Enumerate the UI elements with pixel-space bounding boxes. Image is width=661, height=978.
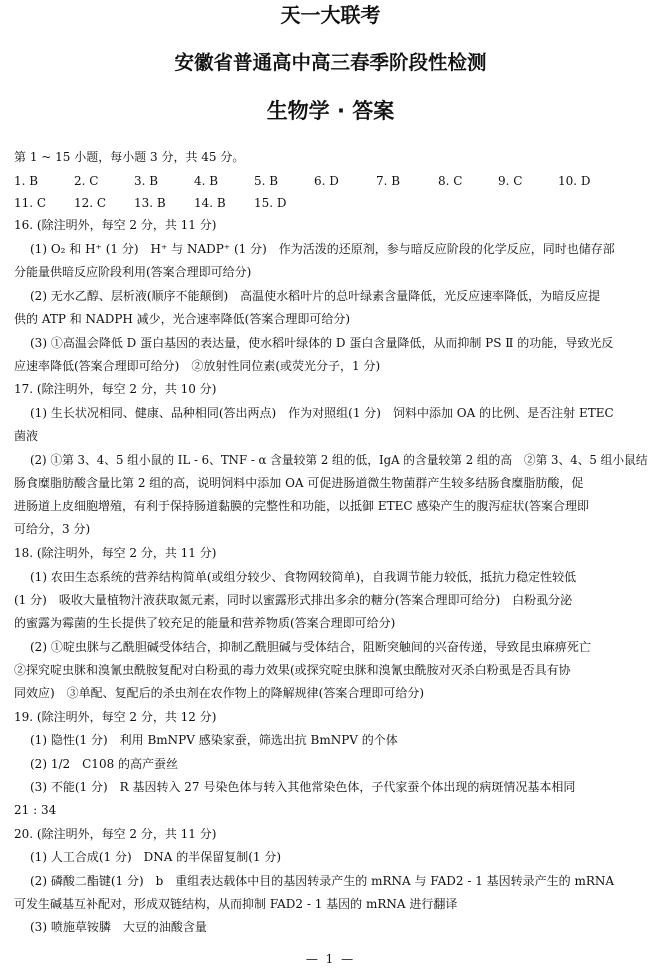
q19-heading: 19. (除注明外，每空 2 分，共 12 分) [14, 710, 217, 724]
answer-item: 10. D [558, 174, 591, 188]
answer-line: (3) 不能(1 分) R 基因转入 27 号染色体与转入其他常染色体，子代家蚕个体出现的病斑情况基本相同 [30, 780, 576, 794]
q16-heading: 16. (除注明外，每空 2 分，共 11 分) [14, 218, 217, 232]
answer-line: (1) 生长状况相同、健康、品种相同(答出两点) 作为对照组(1 分) 饲料中添加 OA 的比例、是否注射 ETEC [30, 406, 614, 420]
answer-row-2 [14, 194, 634, 212]
answer-line: (1) O₂ 和 H⁺ (1 分) H⁺ 与 NADP⁺ (1 分) 作为活泼的还原剂，参与暗反应阶段的化学反应，同时也储存部 [30, 242, 615, 256]
answer-line: (2) 磷酸二酯键(1 分) b 重组表达载体中目的基因转录产生的 mRNA 与 FAD2 - 1 基因转录产生的 mRNA [30, 874, 615, 888]
answer-line: (2) ①第 3、4、5 组小鼠的 IL - 6、TNF - α 含量较第 2 组的低，IgA 的含量较第 2 组的高 ②第 3、4、5 组小鼠结 [30, 453, 648, 467]
answer-line: 进肠道上皮细胞增殖，有利于保持肠道黏膜的完整性和功能，以抵御 ETEC 感染产生的腹泻症状(答案合理即 [14, 499, 590, 513]
answer-item: 11. C [14, 196, 47, 210]
exam-full-title: 安徽省普通高中高三春季阶段性检测 [174, 51, 487, 74]
answer-line: 可给分，3 分) [14, 522, 91, 536]
answer-row-1 [14, 172, 634, 190]
answer-item: 8. C [438, 174, 463, 188]
answer-line: 21 : 34 [14, 803, 57, 817]
answer-line: (2) ①啶虫脒与乙酰胆碱受体结合，抑制乙酰胆碱与受体结合，阻断突触间的兴奋传递，导致昆虫麻痹死亡 [30, 640, 591, 654]
answer-item: 6. D [314, 174, 339, 188]
answer-line: (3) ①高温会降低 D 蛋白基因的表达量，使水稻叶绿体的 D 蛋白含量降低，从而抑制 PS Ⅱ 的功能，导致光反 [30, 336, 614, 350]
answer-item: 9. C [498, 174, 523, 188]
q17-heading: 17. (除注明外，每空 2 分，共 10 分) [14, 382, 217, 396]
answer-item: 15. D [254, 196, 287, 210]
answer-item: 1. B [14, 174, 39, 188]
answer-line: (2) 1/2 C108 的高产蚕丝 [30, 757, 179, 771]
choice-summary: 第 1 ~ 15 小题，每小题 3 分，共 45 分。 [14, 150, 245, 164]
answer-item: 5. B [254, 174, 279, 188]
answer-line: 同效应) ③单配、复配后的杀虫剂在农作物上的降解规律(答案合理即可给分) [14, 686, 425, 700]
answer-item: 14. B [194, 196, 226, 210]
answer-item: 12. C [74, 196, 107, 210]
answer-line: (1) 隐性(1 分) 利用 BmNPV 感染家蚕，筛选出抗 BmNPV 的个体 [30, 733, 398, 747]
exam-name: 天一大联考 [280, 3, 381, 27]
answer-line: (3) 喷施草铵膦 大豆的油酸含量 [30, 920, 207, 934]
answer-item: 3. B [134, 174, 159, 188]
q18-heading: 18. (除注明外，每空 2 分，共 11 分) [14, 546, 217, 560]
answer-item: 7. B [376, 174, 401, 188]
answer-line: ②探究啶虫脒和溴氰虫酰胺复配对白粉虱的毒力效果(或探究啶虫脒和溴氰虫酰胺对灭杀白粉虱是否具有协 [14, 663, 571, 677]
q20-heading: 20. (除注明外，每空 2 分，共 11 分) [14, 827, 217, 841]
answer-line: 供的 ATP 和 NADPH 减少，光合速率降低(答案合理即可给分) [14, 312, 351, 326]
answer-line: (2) 无水乙醇、层析液(顺序不能颠倒) 高温使水稻叶片的总叶绿素含量降低，光反应速率降低，为暗反应提 [30, 289, 601, 303]
answer-line: 分能量供暗反应阶段利用(答案合理即可给分) [14, 265, 252, 279]
answer-line: 的蜜露为霉菌的生长提供了较充足的能量和营养物质(答案合理即可给分) [14, 616, 396, 630]
answer-item: 13. B [134, 196, 166, 210]
page-number: — 1 — [305, 952, 356, 966]
answer-line: 应速率降低(答案合理即可给分) ②放射性同位素(或荧光分子，1 分) [14, 359, 381, 373]
answer-item: 2. C [74, 174, 99, 188]
answer-line: 菌液 [14, 429, 39, 443]
document-title: 生物学 · 答案 [266, 99, 395, 123]
answer-item: 4. B [194, 174, 219, 188]
answer-line: 可发生碱基互补配对，形成双链结构，从而抑制 FAD2 - 1 基因的 mRNA 进行翻译 [14, 897, 458, 911]
answer-line: (1) 人工合成(1 分) DNA 的半保留复制(1 分) [30, 850, 282, 864]
answer-line: (1) 农田生态系统的营养结构简单(或组分较少、食物网较简单)，自我调节能力较低，抵抗力稳定性较低 [30, 570, 577, 584]
answer-line: (1 分) 吸收大量植物汁液获取氮元素，同时以蜜露形式排出多余的糖分(答案合理即可给分) 白粉虱分泌 [14, 593, 573, 607]
answer-line: 肠食糜脂肪酸含量比第 2 组的高，说明饲料中添加 OA 可促进肠道微生物菌群产生较多结肠食糜脂肪酸，促 [14, 476, 584, 490]
